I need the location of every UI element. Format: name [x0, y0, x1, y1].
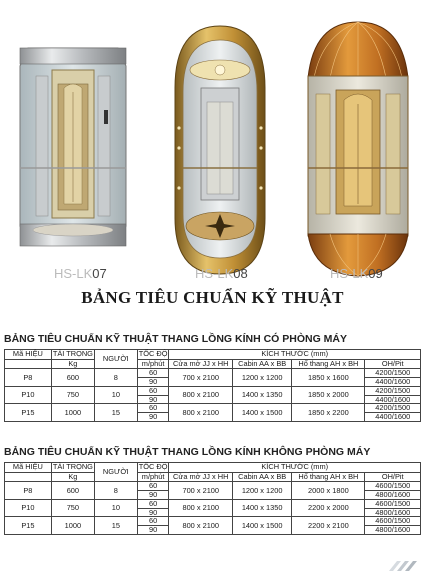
main-title: BẢNG TIÊU CHUẨN KỸ THUẬT	[81, 288, 344, 307]
cell-oh: 4200/1500	[365, 369, 421, 378]
header-toc-do: TỐC ĐỘ	[138, 462, 168, 471]
cell-ho: 1850 x 2000	[292, 386, 365, 404]
cell-cabin: 1400 x 1500	[233, 517, 292, 535]
cabin-image-07	[14, 18, 132, 280]
header-ho-thang: Hố thang AH x BH	[292, 359, 365, 369]
cell-toc: 90	[137, 395, 169, 404]
header-ma-hieu-blank	[5, 472, 52, 482]
cell-oh: 4200/1500	[365, 404, 421, 413]
cell-nguoi: 10	[94, 386, 137, 404]
cell-ma: P8	[5, 482, 52, 500]
cell-cua: 800 x 2100	[169, 517, 233, 535]
cell-tai: 600	[51, 482, 94, 500]
cell-tai: 750	[51, 386, 94, 404]
cell-cabin: 1400 x 1350	[233, 499, 292, 517]
cell-oh: 4600/1500	[365, 499, 421, 508]
cell-toc: 60	[137, 369, 169, 378]
cell-oh: 4400/1600	[365, 413, 421, 422]
cell-cua: 800 x 2100	[169, 499, 233, 517]
cell-ma: P10	[5, 386, 52, 404]
table-title: BẢNG TIÊU CHUẨN KỸ THUẬT THANG LỒNG KÍNH KHÔNG PHÒNG MÁY	[4, 446, 371, 458]
cell-cabin: 1200 x 1200	[233, 482, 292, 500]
cell-toc: 60	[137, 482, 169, 491]
header-kich-thuoc: KÍCH THƯỚC (mm)	[169, 463, 421, 473]
cell-nguoi: 15	[94, 517, 137, 535]
cell-toc: 60	[137, 499, 169, 508]
cell-cabin: 1400 x 1350	[233, 386, 292, 404]
cell-tai: 600	[51, 369, 94, 387]
cell-toc: 90	[137, 526, 169, 535]
cabin-image-09	[300, 18, 416, 280]
header-cua-mo: Cửa mở JJ x HH	[169, 472, 233, 482]
cell-tai: 1000	[51, 404, 94, 422]
cell-ho: 2200 x 2100	[292, 517, 365, 535]
header-ho-thang: Hố thang AH x BH	[292, 472, 365, 482]
cell-cabin: 1200 x 1200	[233, 369, 292, 387]
header-ma-hieu: Mã HIỆU	[5, 350, 52, 360]
cell-tai: 1000	[51, 517, 94, 535]
header-nguoi: NGƯỜI	[94, 350, 137, 369]
header-m-phut: m/phút	[137, 359, 169, 369]
cell-oh: 4400/1600	[365, 377, 421, 386]
cell-cua: 800 x 2100	[169, 404, 233, 422]
header-nguoi: NGƯỜI	[94, 463, 137, 482]
cell-cua: 700 x 2100	[169, 369, 233, 387]
cell-nguoi: 10	[94, 499, 137, 517]
cell-cabin: 1400 x 1500	[233, 404, 292, 422]
cell-toc: 90	[137, 490, 169, 499]
cell-toc: 90	[137, 413, 169, 422]
cell-ma: P15	[5, 517, 52, 535]
header-cabin: Cabin AA x BB	[233, 472, 292, 482]
cell-toc: 60	[137, 404, 169, 413]
cell-nguoi: 15	[94, 404, 137, 422]
cell-nguoi: 8	[94, 369, 137, 387]
cell-oh: 4200/1500	[365, 386, 421, 395]
table-title: BẢNG TIÊU CHUẨN KỸ THUẬT THANG LỒNG KÍNH CÓ PHÒNG MÁY	[4, 333, 347, 345]
cell-ho: 2000 x 1800	[292, 482, 365, 500]
cell-ho: 2200 x 2000	[292, 499, 365, 517]
cell-oh: 4800/1600	[365, 508, 421, 517]
cabin-image-08	[165, 18, 275, 280]
cell-toc: 60	[137, 517, 169, 526]
header-tai-trong: TẢI TRỌNG	[52, 462, 93, 471]
cell-ma: P10	[5, 499, 52, 517]
cell-oh: 4600/1500	[365, 482, 421, 491]
header-ma-hieu: Mã HIỆU	[5, 463, 52, 473]
cell-toc: 90	[137, 377, 169, 386]
cell-cua: 800 x 2100	[169, 386, 233, 404]
cell-cua: 700 x 2100	[169, 482, 233, 500]
header-oh-pit: OH/Pit	[365, 472, 421, 482]
cell-toc: 60	[137, 386, 169, 395]
header-m-phut: m/phút	[137, 472, 169, 482]
header-kg: Kg	[51, 472, 94, 482]
spec-table-without-machine-room	[4, 462, 421, 535]
header-cua-mo: Cửa mở JJ x HH	[169, 359, 233, 369]
brand-logo-icon	[387, 559, 419, 573]
cabin-code-08: HS-LK08	[195, 266, 248, 281]
spec-table-with-machine-room	[4, 349, 421, 422]
cell-nguoi: 8	[94, 482, 137, 500]
cabin-code-07: HS-LK07	[54, 266, 107, 281]
header-cabin: Cabin AA x BB	[233, 359, 292, 369]
cell-toc: 90	[137, 508, 169, 517]
cell-ma: P8	[5, 369, 52, 387]
cell-ho: 1850 x 2200	[292, 404, 365, 422]
header-ma-hieu-blank	[5, 359, 52, 369]
cell-ma: P15	[5, 404, 52, 422]
cell-oh: 4400/1600	[365, 395, 421, 404]
header-tai-trong: TẢI TRỌNG	[52, 349, 93, 358]
header-kich-thuoc: KÍCH THƯỚC (mm)	[169, 350, 421, 360]
cell-oh: 4600/1500	[365, 517, 421, 526]
cell-ho: 1850 x 1600	[292, 369, 365, 387]
header-toc-do: TỐC ĐỘ	[138, 349, 168, 358]
header-oh-pit: OH/Pit	[365, 359, 421, 369]
cell-oh: 4800/1600	[365, 490, 421, 499]
cell-oh: 4800/1600	[365, 526, 421, 535]
cabin-code-09: HS-LK09	[330, 266, 383, 281]
cell-tai: 750	[51, 499, 94, 517]
header-kg: Kg	[51, 359, 94, 369]
